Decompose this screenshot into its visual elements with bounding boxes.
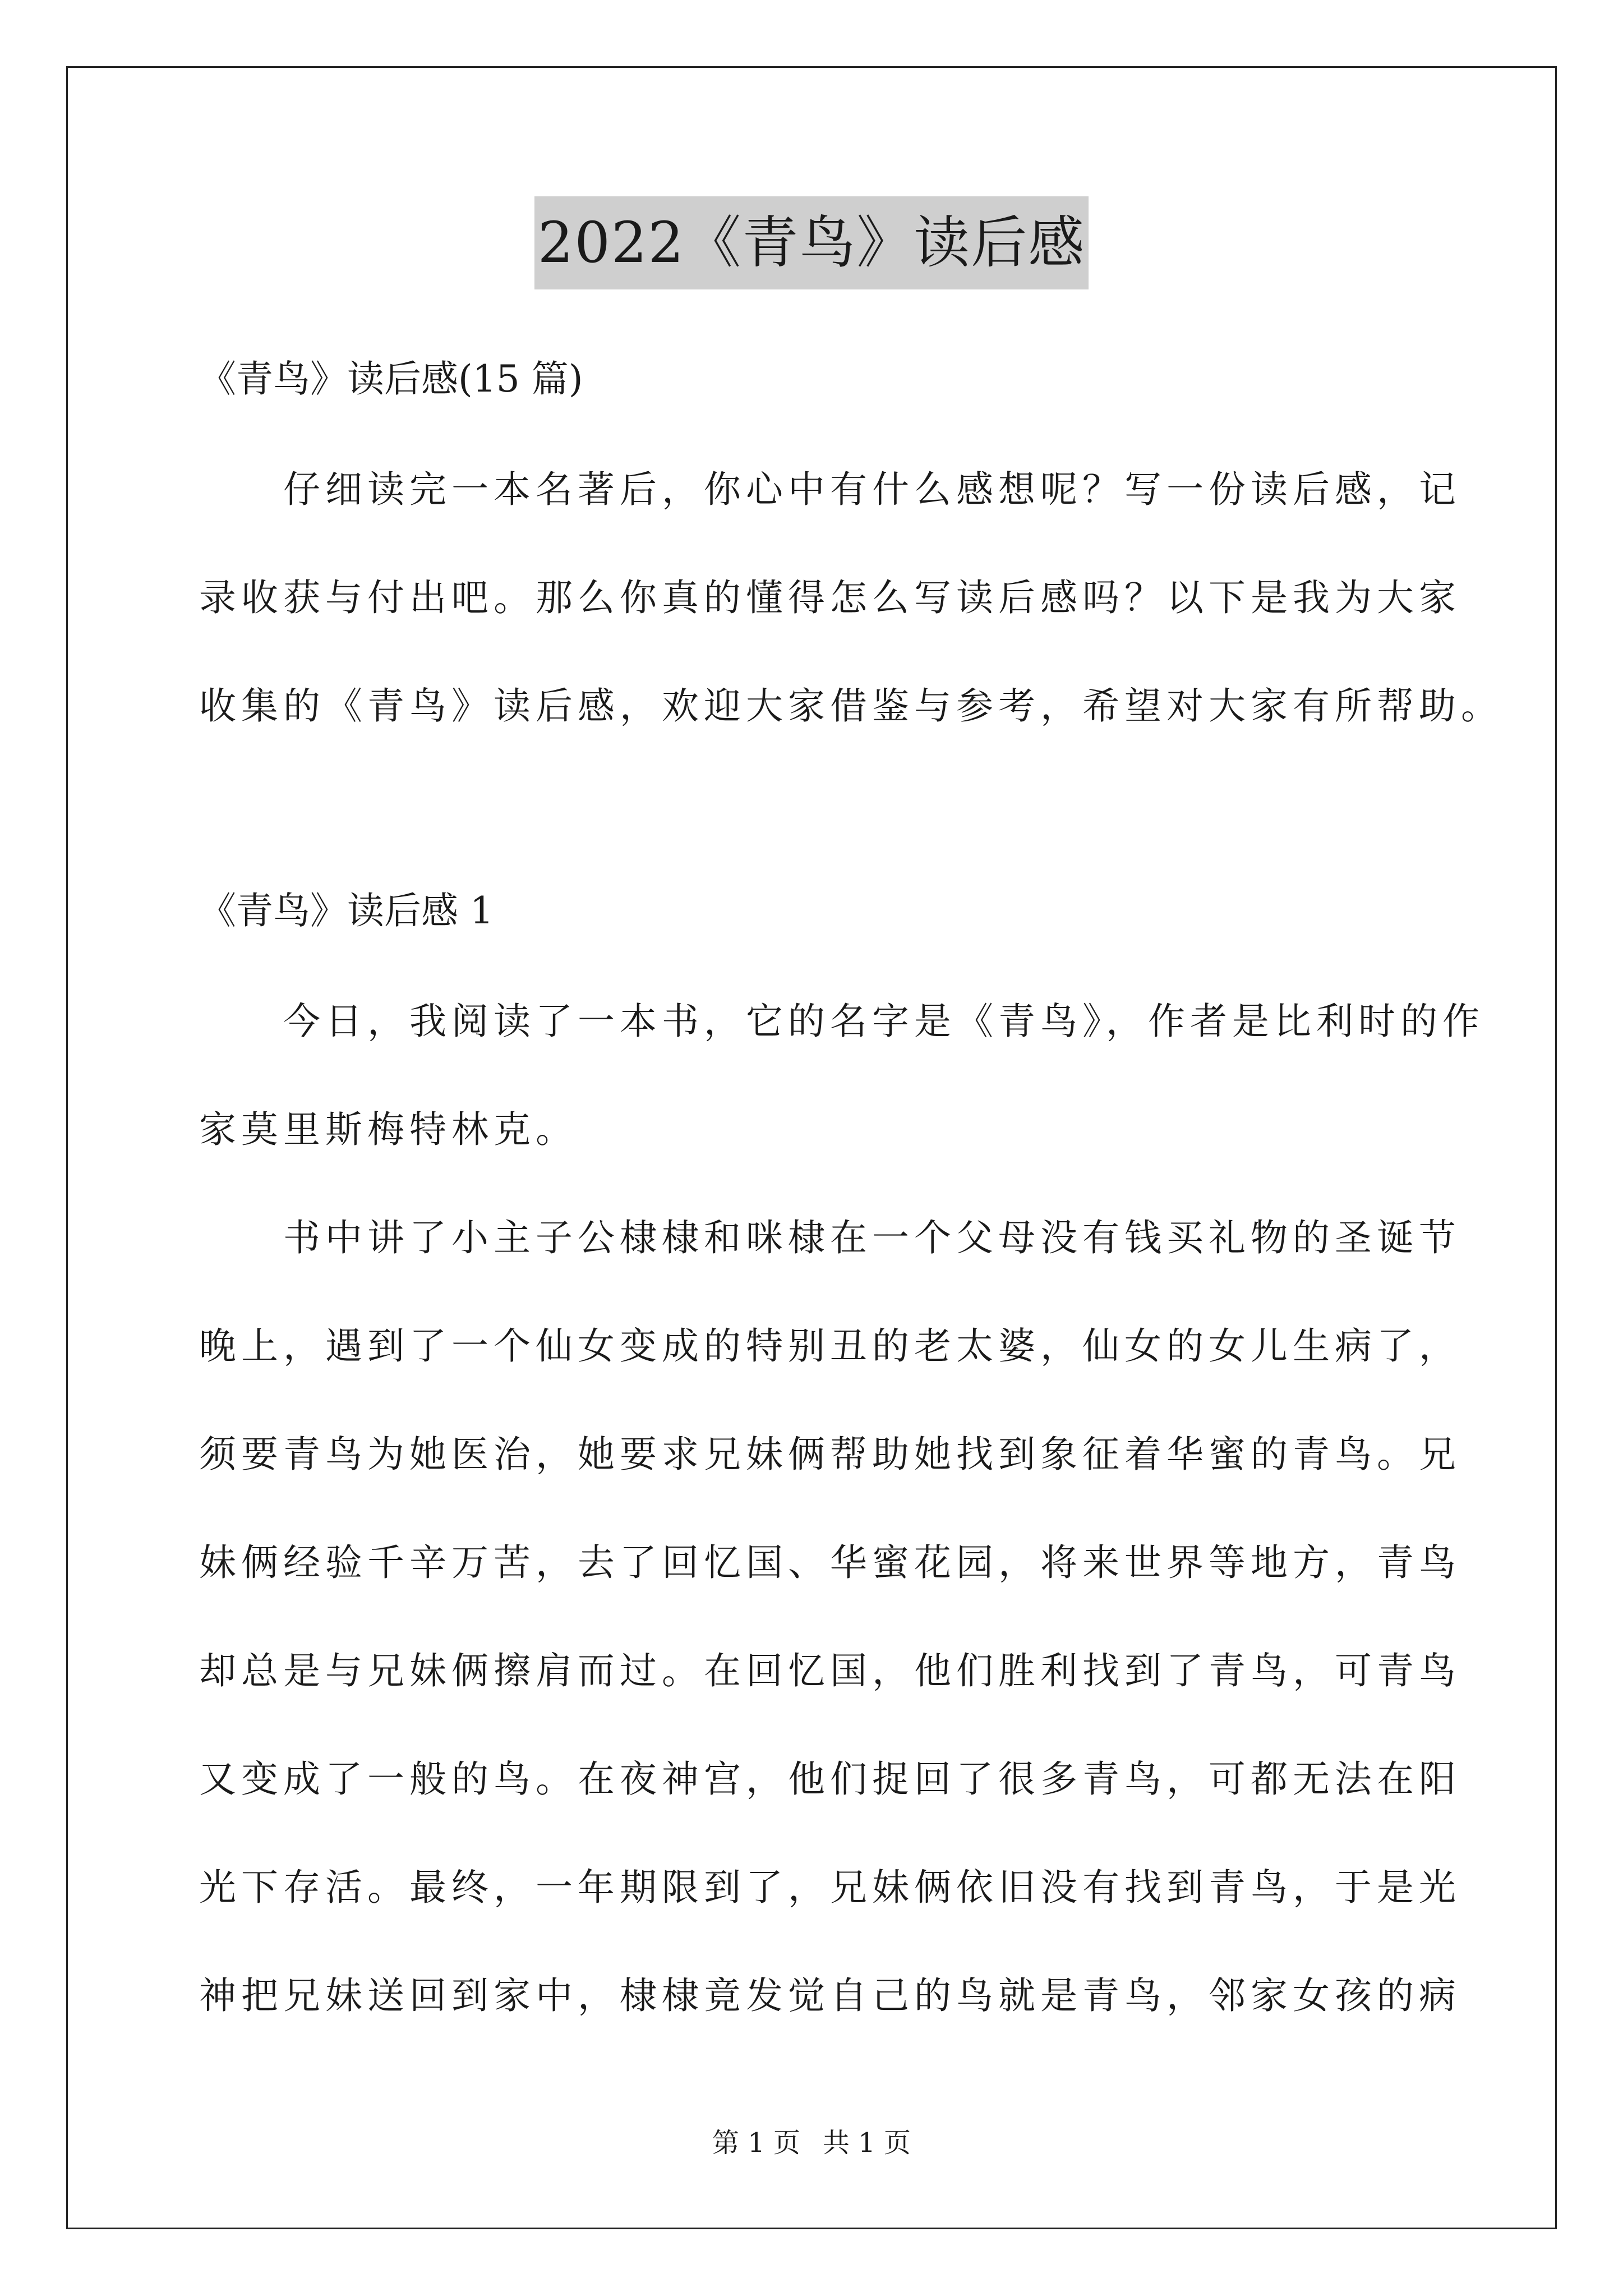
document-title: 2022《青鸟》读后感	[534, 196, 1089, 289]
page-footer	[0, 2126, 1623, 2160]
page-number: 第 1 页	[712, 2127, 800, 2159]
intro-line: 录收获与付出吧。那么你真的懂得怎么写读后感吗？以下是我为大家	[199, 576, 1461, 619]
page-total: 共 1 页	[823, 2127, 911, 2159]
paragraph-line: 晚上，遇到了一个仙女变成的特别丑的老太婆，仙女的女儿生病了，	[199, 1324, 1461, 1368]
paragraph-line: 又变成了一般的鸟。在夜神宫，他们捉回了很多青鸟，可都无法在阳	[199, 1757, 1461, 1801]
paragraph-line: 家莫里斯梅特林克。	[199, 1108, 578, 1151]
document-subtitle: 《青鸟》读后感(15 篇)	[199, 357, 583, 401]
paragraph-line: 却总是与兄妹俩擦肩而过。在回忆国，他们胜利找到了青鸟，可青鸟	[199, 1649, 1461, 1692]
title-container	[0, 196, 1623, 289]
paragraph-2	[199, 1184, 1461, 2050]
paragraph-1	[199, 967, 1484, 1184]
paragraph-line: 今日，我阅读了一本书，它的名字是《青鸟》，作者是比利时的作	[283, 1000, 1484, 1043]
intro-paragraph	[199, 435, 1503, 760]
paragraph-line: 光下存活。最终，一年期限到了，兄妹俩依旧没有找到青鸟，于是光	[199, 1866, 1461, 1909]
paragraph-line: 神把兄妹送回到家中，棣棣竟发觉自己的鸟就是青鸟，邻家女孩的病	[199, 1974, 1461, 2017]
paragraph-line: 须要青鸟为她医治，她要求兄妹俩帮助她找到象征着华蜜的青鸟。兄	[199, 1433, 1461, 1476]
paragraph-line: 妹俩经验千辛万苦，去了回忆国、华蜜花园，将来世界等地方，青鸟	[199, 1541, 1461, 1584]
section-heading: 《青鸟》读后感 1	[199, 889, 494, 932]
intro-line: 收集的《青鸟》读后感，欢迎大家借鉴与参考，希望对大家有所帮助。	[199, 684, 1503, 728]
paragraph-line: 书中讲了小主子公棣棣和咪棣在一个父母没有钱买礼物的圣诞节	[283, 1216, 1461, 1259]
intro-line: 仔细读完一本名著后，你心中有什么感想呢？写一份读后感，记	[283, 468, 1461, 511]
